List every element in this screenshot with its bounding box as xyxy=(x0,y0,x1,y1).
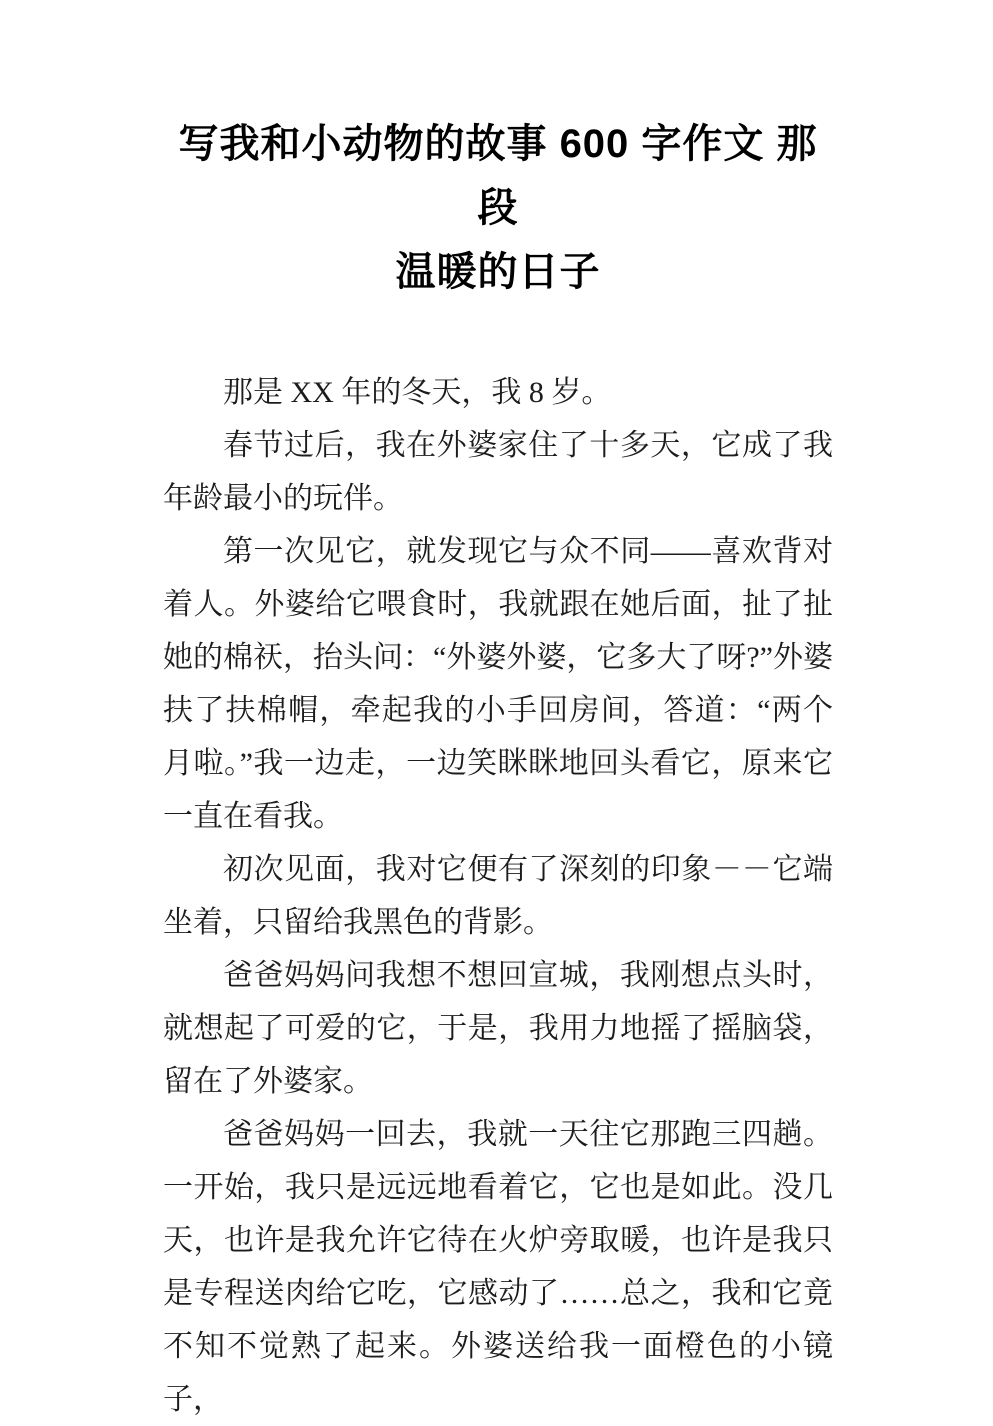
essay-paragraph: 第一次见它，就发现它与众不同——喜欢背对着人。外婆给它喂食时，我就跟在她后面，扯了扯她的棉祆，抬头问：“外婆外婆，它多大了呀?”外婆扶了扶棉帽，牵起我的小手回房间，答道：“两个月啦。”我一边走，一边笑眯眯地回头看它，原来它一直在看我。 xyxy=(163,535,833,833)
essay-paragraph: 那是 XX 年的冬天，我 8 岁。 xyxy=(223,376,612,409)
essay-paragraph: 爸爸妈妈问我想不想回宣城，我刚想点头时，就想起了可爱的它，于是，我用力地摇了摇脑袋，留在了外婆家。 xyxy=(163,959,833,1098)
page-title-line-2: 温暖的日子 xyxy=(395,250,601,294)
essay-paragraph: 爸爸妈妈一回去，我就一天往它那跑三四趟。一开始，我只是远远地看着它，它也是如此。没几天，也许是我允许它待在火炉旁取暖，也许是我只是专程送肉给它吃，它感动了……总之，我和它竟不知不觉熟了起来。外婆送给我一面橙色的小镜子， xyxy=(163,1118,833,1416)
essay-body xyxy=(163,366,833,1426)
essay-paragraph: 初次见面，我对它便有了深刻的印象－－它端坐着，只留给我黑色的背影。 xyxy=(163,853,833,939)
page-title xyxy=(163,112,833,304)
page-title-line-1: 写我和小动物的故事 600 字作文 那段 xyxy=(178,122,818,230)
essay-paragraph: 春节过后，我在外婆家住了十多天，它成了我年龄最小的玩伴。 xyxy=(163,429,833,515)
